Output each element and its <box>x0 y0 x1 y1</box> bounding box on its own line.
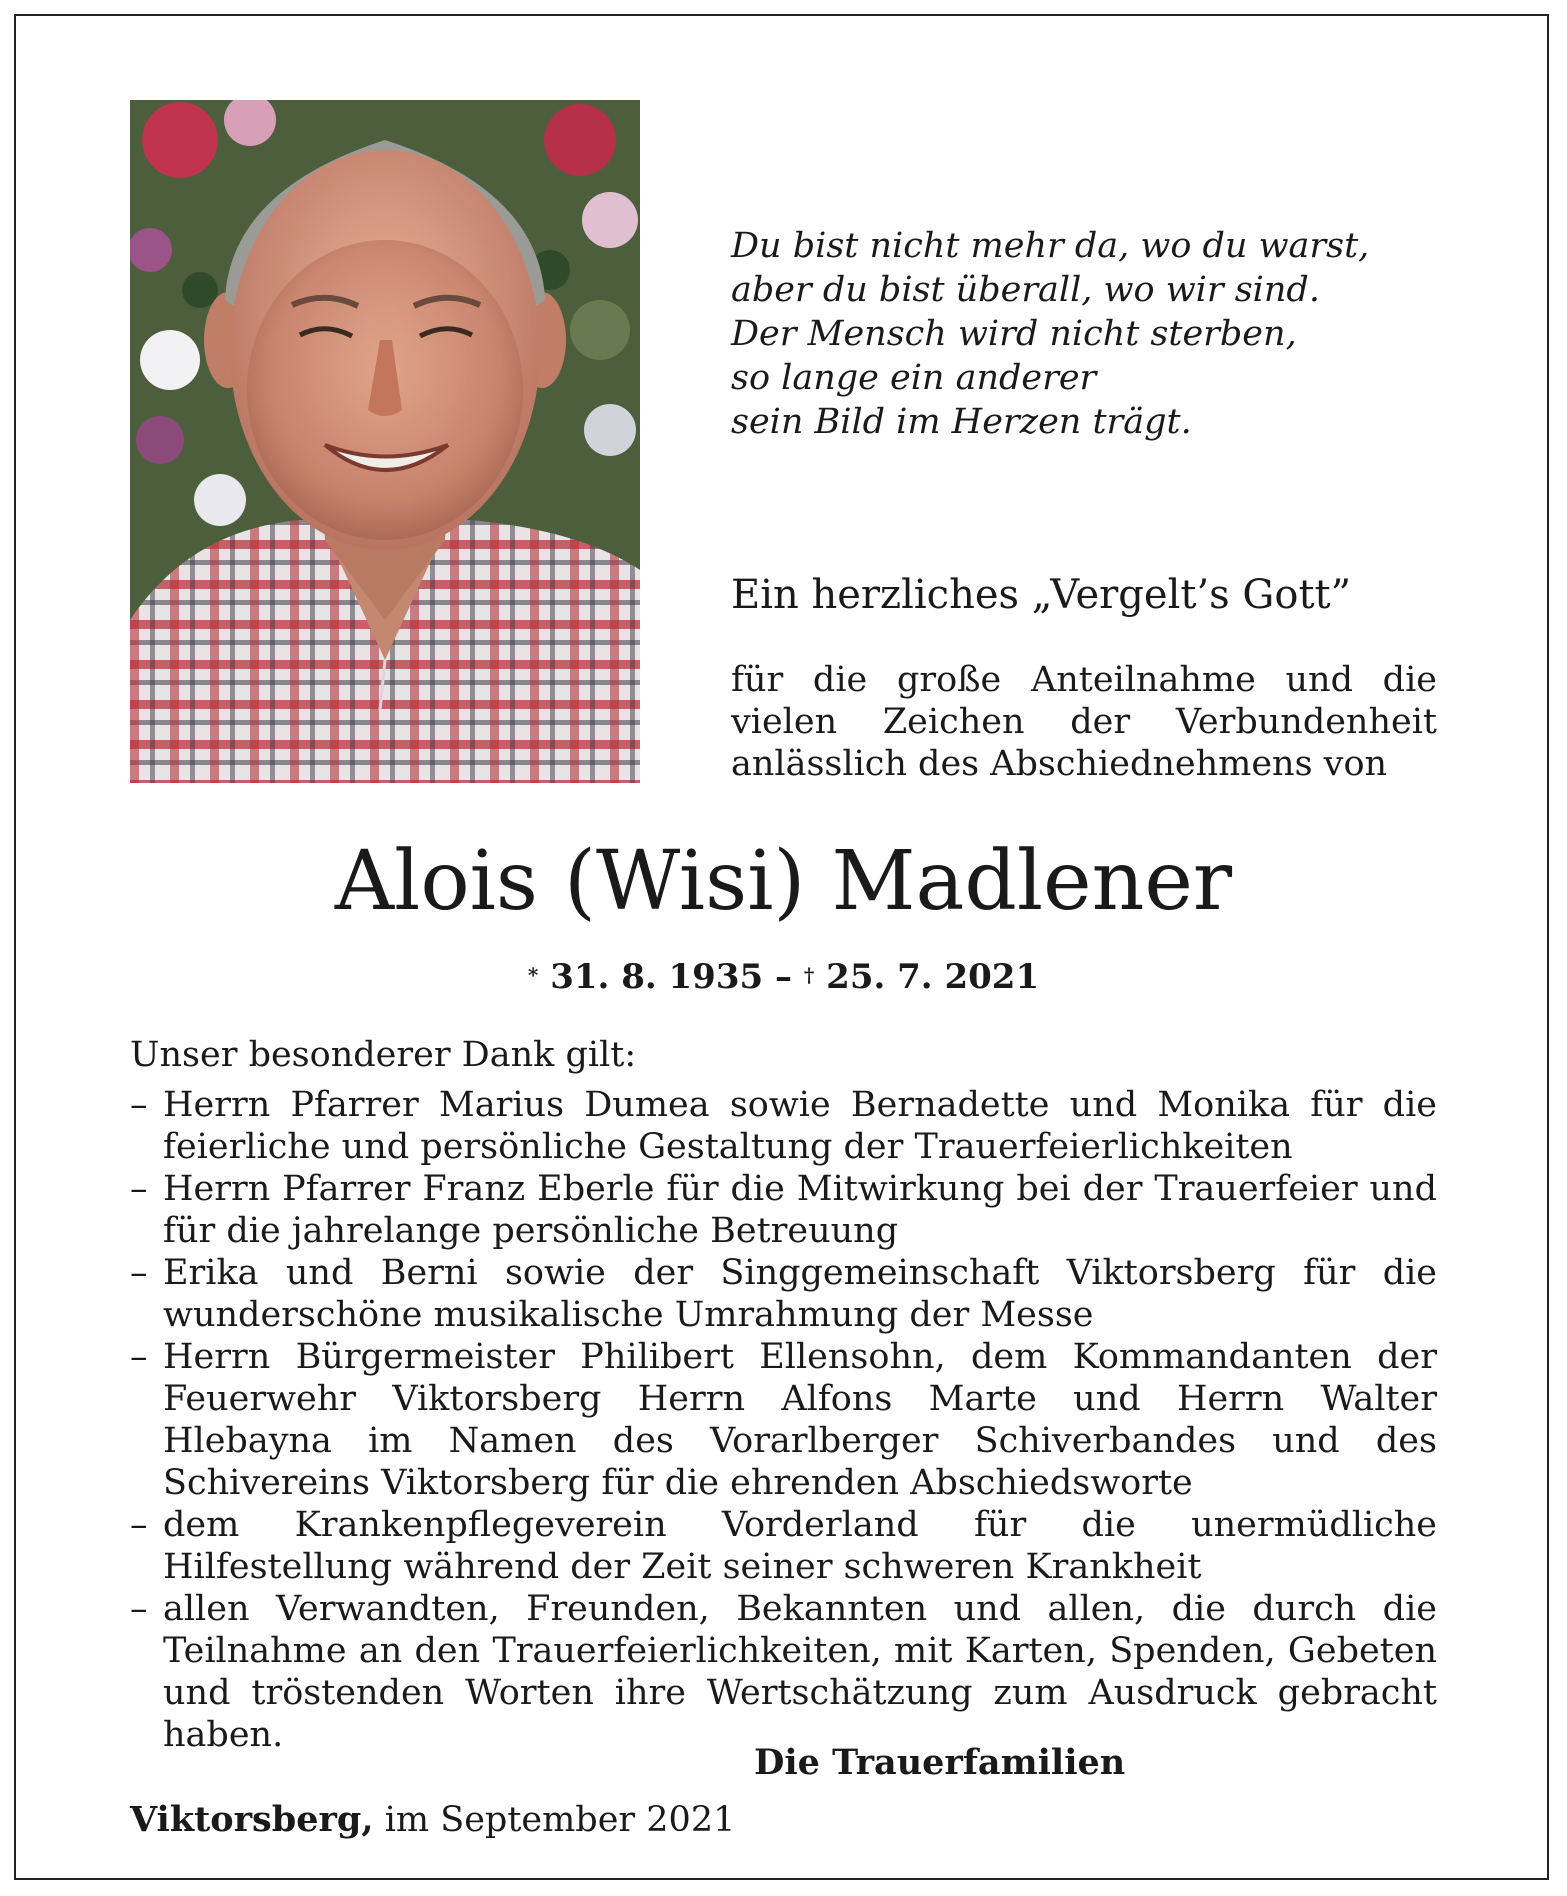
intro-text: für die große Anteilnahme und die vielen Zeichen der Verbundenheit anlässlich des Abschiednehmens von <box>731 660 1437 784</box>
date-separator: – <box>775 957 792 997</box>
deceased-name: Alois (Wisi) Madlener <box>334 834 1233 929</box>
list-item <box>130 1504 1437 1588</box>
death-symbol: † <box>803 963 815 987</box>
death-date: 25. 7. 2021 <box>826 957 1040 997</box>
list-item-text: allen Verwandten, Freunden, Bekannten und allen, die durch die Teilnahme an den Trauerfeierlichkeiten, mit Karten, Spenden, Gebeten und tröstenden Worten ihre Wertschätzung zum Ausdruck gebracht haben. <box>163 1589 1437 1755</box>
list-item-text: Herrn Bürgermeister Philibert Ellensohn, dem Kommandanten der Feuerwehr Viktorsberg Herrn Alfons Marte und Herrn Walter Hlebayna im Namen des Vorarlberger Schiverbandes und des Schivereins Viktorsberg für die ehrenden Abschiedsworte <box>163 1337 1437 1503</box>
list-item-text: Herrn Pfarrer Franz Eberle für die Mitwirkung bei der Trauerfeier und für die jahrelange persönliche Betreuung <box>163 1169 1437 1251</box>
special-thanks-label: Unser besonderer Dank gilt: <box>130 1035 637 1075</box>
list-item <box>130 1336 1437 1504</box>
list-item-text: Herrn Pfarrer Marius Dumea sowie Bernadette und Monika für die feierliche und persönliche Gestaltung der Trauerfeierlichkeiten <box>163 1085 1437 1167</box>
life-dates <box>0 954 1567 1000</box>
signature: Die Trauerfamilien <box>754 1742 1126 1783</box>
list-item <box>130 1588 1437 1756</box>
place-town: Viktorsberg, <box>130 1799 374 1840</box>
list-dash: – <box>130 1085 148 1125</box>
birth-date: 31. 8. 1935 <box>550 957 764 997</box>
list-dash: – <box>130 1253 148 1293</box>
list-dash: – <box>130 1337 148 1377</box>
poem-line: Du bist nicht mehr da, wo du warst, <box>731 226 1370 266</box>
poem-line: so lange ein anderer <box>731 358 1097 398</box>
memorial-poem <box>731 224 1451 444</box>
list-dash: – <box>130 1589 148 1629</box>
birth-symbol: * <box>527 963 539 987</box>
list-item <box>130 1084 1437 1168</box>
thanks-heading: Ein herzliches „Vergelt’s Gott” <box>731 572 1352 618</box>
list-item <box>130 1168 1437 1252</box>
poem-line: sein Bild im Herzen trägt. <box>731 402 1192 442</box>
place-date <box>130 1797 735 1843</box>
place-date-text: im September 2021 <box>384 1800 736 1840</box>
list-item <box>130 1252 1437 1336</box>
list-item-text: dem Krankenpflegeverein Vorderland für die unermüdliche Hilfestellung während der Zeit seiner schweren Krankheit <box>163 1505 1437 1587</box>
list-dash: – <box>130 1169 148 1209</box>
list-item-text: Erika und Berni sowie der Singgemeinschaft Viktorsberg für die wunderschöne musikalische Umrahmung der Messe <box>163 1253 1437 1335</box>
list-dash: – <box>130 1505 148 1545</box>
portrait-photo <box>130 100 640 783</box>
poem-line: Der Mensch wird nicht sterben, <box>731 314 1297 354</box>
thanks-list <box>130 1084 1437 1756</box>
poem-line: aber du bist überall, wo wir sind. <box>731 270 1320 310</box>
